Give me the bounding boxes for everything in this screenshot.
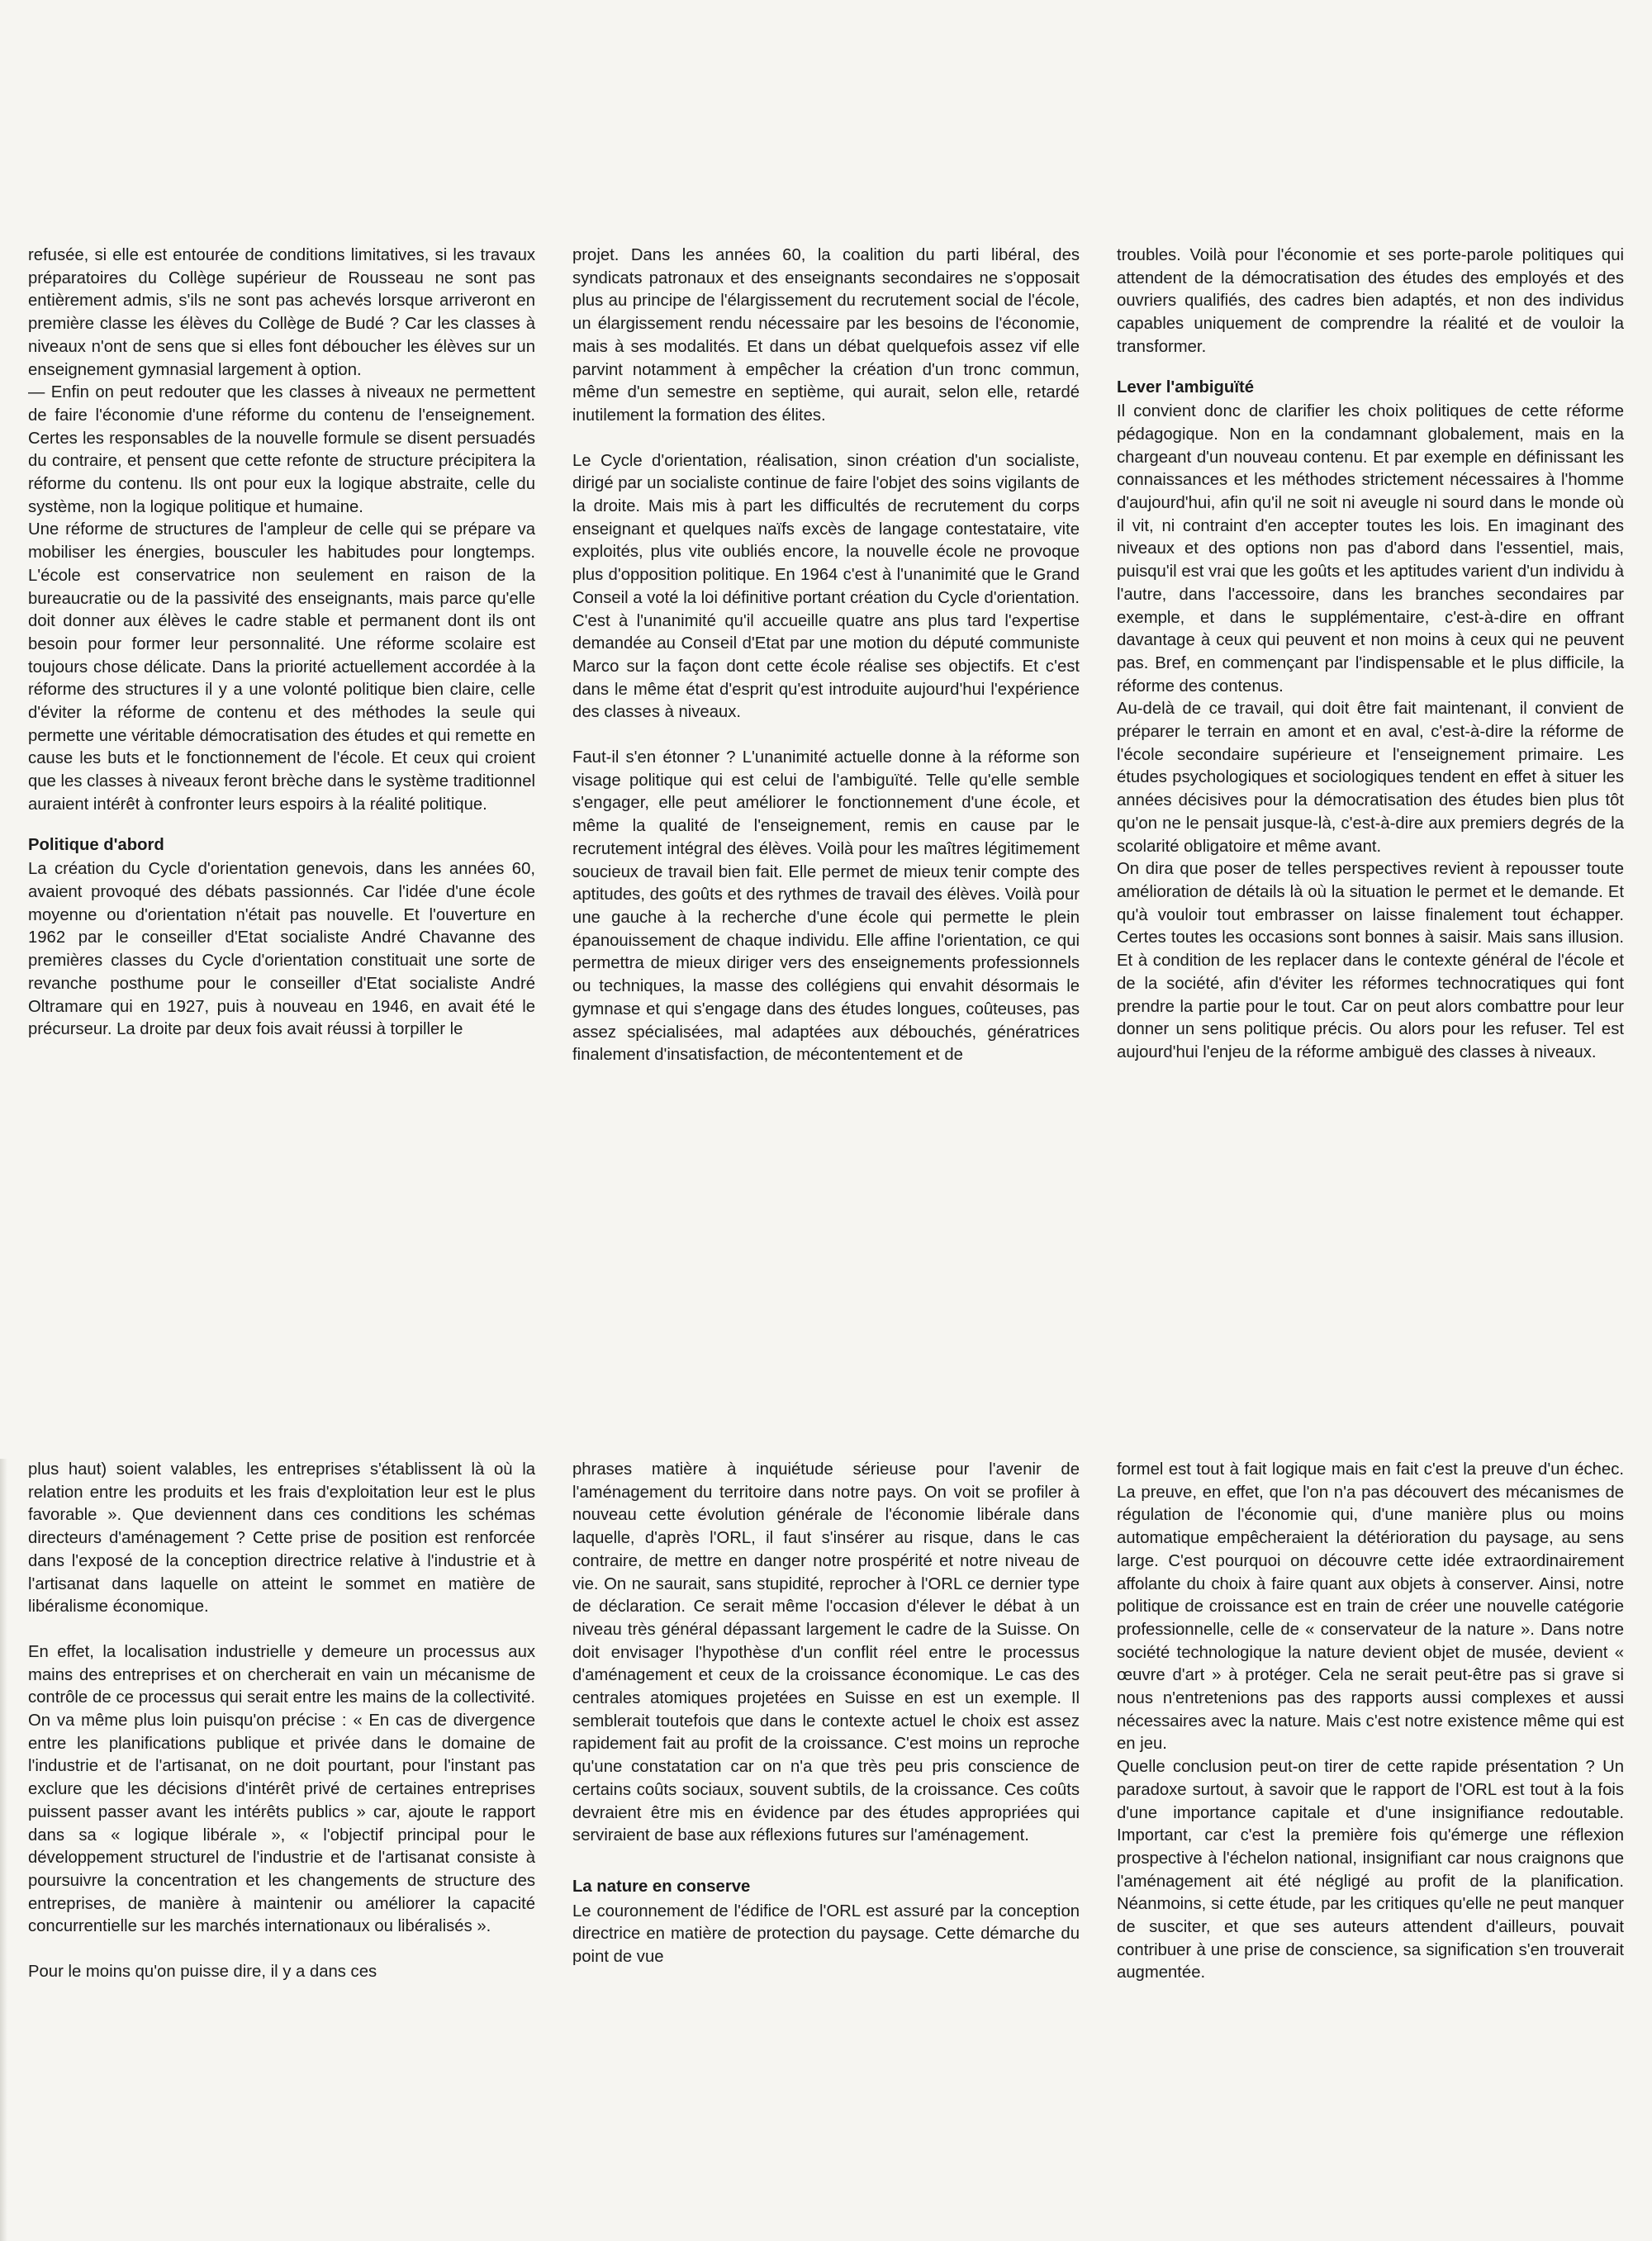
- top-article-block: [28, 245, 1624, 1067]
- paragraph: Au-delà de ce travail, qui doit être fait maintenant, il convient de préparer le terrain en amont et en aval, c'est-à-dire la réforme de l'école secondaire supérieure et l'enseignement primaire. Les études psychologiques et sociologiques tendent en effet à situer les années décisives pour la démocratisation des études bien plus tôt qu'on ne le pensait jusque-là, c'est-à-dire aux premiers degrés de la scolarité obligatoire et même avant.: [1117, 700, 1624, 856]
- bottom-column-3: [1117, 1459, 1624, 1985]
- paragraph: On dira que poser de telles perspectives revient à repousser toute amélioration de détails là où la situation le permet et le demande. Et qu'à vouloir tout embrasser on laisse finalement tout échapper. Certes toutes les occasions sont bonnes à saisir. Mais sans illusion. Et à condition de les replacer dans le contexte général de l'école et de la société, afin d'éviter les réformes technocratiques qui font prendre la partie pour le tout. Car on peut alors combattre pour leur donner un sens politique précis. Ou alors pour les refuser. Tel est aujourd'hui l'enjeu de la réforme ambiguë des classes à niveaux.: [1117, 860, 1624, 1061]
- paragraph: La création du Cycle d'orientation genevois, dans les années 60, avaient provoqué des débats passionnés. Car l'idée d'une école moyenne ou d'orientation n'était pas nouvelle. Et l'ouverture en 1962 par le conseiller d'Etat socialiste André Chavanne des premières classes du Cycle d'orientation constituait une sorte de revanche posthume pour le conseiller d'Etat socialiste André Oltramare qui en 1927, puis à nouveau en 1946, en avait été le précurseur. La droite par deux fois avait réussi à torpiller le: [28, 860, 535, 1039]
- section-heading: La nature en conserve: [572, 1877, 751, 1896]
- bottom-column-2: [572, 1459, 1080, 1985]
- paragraph: troubles. Voilà pour l'économie et ses porte-parole politiques qui attendent de la démocratisation des études des employés et des ouvriers qualifiés, des cadres bien adaptés, et non des individus capables uniquement de comprendre la réalité et de vouloir la transformer.: [1117, 246, 1624, 356]
- section-heading: Politique d'abord: [28, 835, 164, 854]
- paragraph: phrases matière à inquiétude sérieuse pour l'avenir de l'aménagement du territoire dans notre pays. On voit se profiler à nouveau cette évolution générale de l'économie libérale dans laquelle, d'après l'ORL, il faut s'insérer au risque, dans le cas contraire, de mettre en danger notre prospérité et notre niveau de vie. On ne saurait, sans stupidité, reprocher à l'ORL ce dernier type de déclaration. Ce serait même l'occasion d'élever le débat à un niveau très général dépassant largement le cadre de la Suisse. On doit envisager l'hypothèse d'un conflit réel entre le processus d'aménagement et ceux de la croissance économique. Le cas des centrales atomiques projetées en Suisse en est un exemple. Il semblerait toutefois que dans le contexte actuel le choix est assez rapidement fait au profit de la croissance. C'est moins un reproche qu'une constatation car on n'a que très peu pris conscience de certains coûts sociaux, souvent subtils, de la croissance. Ces coûts devraient être mis en évidence par des études appropriées qui serviraient de base aux réflexions futures sur l'aménagement.: [572, 1460, 1080, 1845]
- bottom-column-1: [28, 1459, 535, 1985]
- paragraph: Quelle conclusion peut-on tirer de cette rapide présentation ? Un paradoxe surtout, à savoir que le rapport de l'ORL est tout à la fois d'une importance capitale et d'une insignifiance redoutable. Important, car c'est la première fois qu'émerge une réflexion prospective à l'échelon national, insignifiant car nous craignons que l'aménagement ait été négligé au profit de la planification. Néanmoins, si cette étude, par les critiques qu'elle ne peut manquer de susciter, et que ses auteurs attendent d'ailleurs, pouvait contribuer à une prise de conscience, sa signification s'en trouverait augmentée.: [1117, 1758, 1624, 1982]
- section-heading: Lever l'ambiguïté: [1117, 377, 1254, 396]
- top-column-1: [28, 245, 535, 1067]
- paragraph: En effet, la localisation industrielle y demeure un processus aux mains des entreprises et on chercherait en vain un mécanisme de contrôle de ce processus qui serait entre les mains de la collectivité. On va même plus loin puisqu'on précise : « En cas de divergence entre les planifications publique et privée dans le domaine de l'industrie et de l'artisanat, on ne doit pourtant, pour l'instant pas exclure que les décisions d'intérêt privé de certaines entreprises puissent passer avant les intérêts publics » car, ajoute le rapport dans sa « logique libérale », « l'objectif principal pour le développement structurel de l'industrie et de l'artisanat consiste à poursuivre la concentration et les changements de structure des entreprises, de manière à maintenir ou améliorer la capacité concurrentielle sur les marchés internationaux ou libéralisés ».: [28, 1642, 535, 1936]
- top-column-3: [1117, 245, 1624, 1067]
- paragraph: formel est tout à fait logique mais en fait c'est la preuve d'un échec. La preuve, en effet, que l'on n'a pas découvert des mécanismes de régulation de l'économie qui, d'une manière plus ou moins automatique empêcheraient la détérioration du paysage, au sens large. C'est pourquoi on découvre cette idée extraordinairement affolante du choix à faire quant aux objets à conserver. Ainsi, notre politique de croissance est en train de créer une nouvelle catégorie professionnelle, celle de « conservateur de la nature ». Dans notre société technologique la nature devient objet de musée, devient « œuvre d'art » à protéger. Cela ne serait peut-être pas si grave si nous n'entretenions pas des rapports aussi complexes et aussi nécessaires avec la nature. Mais c'est notre existence même qui est en jeu.: [1117, 1460, 1624, 1754]
- paragraph: Le couronnement de l'édifice de l'ORL est assuré par la conception directrice en matière de protection du paysage. Cette démarche du point de vue: [572, 1902, 1080, 1967]
- paragraph: Le Cycle d'orientation, réalisation, sinon création d'un socialiste, dirigé par un socialiste continue de faire l'objet des soins vigilants de la droite. Mais mis à part les difficultés de recrutement du corps enseignant et quelques naïfs excès de langage contestataire, vite exploités, plus vite oubliés encore, la nouvelle école ne provoque plus d'opposition politique. En 1964 c'est à l'unanimité que le Grand Conseil a voté la loi définitive portant création du Cycle d'orientation. C'est à l'unanimité qu'il accueille quatre ans plus tard l'expertise demandée au Conseil d'Etat par une motion du député communiste Marco sur la façon dont cette école réalise ses objectifs. Et c'est dans le même état d'esprit qu'est introduite aujourd'hui l'expérience des classes à niveaux.: [572, 451, 1080, 722]
- page-binding-shadow: [0, 1459, 7, 2241]
- bottom-article-block: [28, 1459, 1624, 1985]
- paragraph: plus haut) soient valables, les entreprises s'établissent là où la relation entre les produits et les frais d'exploitation leur est le plus favorable ». Que deviennent dans ces conditions les schémas directeurs d'aménagement ? Cette prise de position est renforcée dans l'exposé de la conception directrice relative à l'industrie et à l'artisanat dans laquelle on atteint le sommet en matière de libéralisme économique.: [28, 1460, 535, 1617]
- top-column-2: [572, 245, 1080, 1067]
- paragraph: Une réforme de structures de l'ampleur de celle qui se prépare va mobiliser les énergies, bousculer les habitudes pour longtemps. L'école est conservatrice non seulement en raison de la bureaucratie ou de la passivité des enseignants, mais parce qu'elle doit donner aux élèves le cadre stable et permanent dont ils ont besoin pour former leur personnalité. Une réforme scolaire est toujours chose délicate. Dans la priorité actuellement accordée à la réforme des structures il y a une volonté politique bien claire, celle d'éviter la réforme de contenu et des méthodes la seule qui permette une véritable démocratisation des études et qui remette en cause les buts et le fonctionnement de l'école. Et ceux qui croient que les classes à niveaux feront brèche dans le système traditionnel auraient intérêt à confronter leurs espoirs à la réalité politique.: [28, 520, 535, 814]
- paragraph: Pour le moins qu'on puisse dire, il y a dans ces: [28, 1963, 377, 1982]
- paragraph: projet. Dans les années 60, la coalition du parti libéral, des syndicats patronaux et des enseignants secondaires ne s'opposait plus au principe de l'élargissement du recrutement social de l'école, un élargissement rendu nécessaire par les besoins de l'économie, mais à ses modalités. Et dans un débat quelquefois assez vif elle parvint notamment à empêcher la création d'un tronc commun, même d'un semestre en septième, qui aurait, selon elle, retardé inutilement la formation des élites.: [572, 246, 1080, 425]
- paragraph: Il convient donc de clarifier les choix politiques de cette réforme pédagogique. Non en la condamnant globalement, mais en la chargeant d'un nouveau contenu. Et par exemple en définissant les connaissances et les méthodes strictement nécessaires à l'homme d'aujourd'hui, afin qu'il ne soit ni aveugle ni sourd dans le monde où il vit, ni contraint d'en accepter toutes les lois. En imaginant des niveaux et des options non pas d'abord dans l'essentiel, mais, puisqu'il est vrai que les goûts et les aptitudes varient d'un individu à l'autre, dans l'accessoire, dans les branches secondaires par exemple, et dans le supplémentaire, c'est-à-dire en offrant davantage à ceux qui peuvent et non moins à ceux qui ne peuvent pas. Bref, en commençant par l'indispensable et le plus difficile, la réforme des contenus.: [1117, 402, 1624, 696]
- paragraph: Faut-il s'en étonner ? L'unanimité actuelle donne à la réforme son visage politique qui est celui de l'ambiguïté. Telle qu'elle semble s'engager, elle peut améliorer le fonctionnement d'une école, et même la qualité de l'enseignement, remis en cause par le recrutement intégral des élèves. Voilà pour les maîtres légitimement soucieux de travail bien fait. Elle permet de mieux tenir compte des aptitudes, des goûts et des rythmes de travail des élèves. Voilà pour une gauche à la recherche d'une école qui permette le plein épanouissement de chaque individu. Elle affine l'orientation, ce qui permettra de mieux diriger vers des enseignements professionnels ou techniques, la masse des collégiens qui envahit désormais le gymnase et qui s'engage dans des études longues, coûteuses, pas assez spécialisées, mal adaptées aux débouchés, génératrices finalement d'insatisfaction, de mécontentement et de: [572, 748, 1080, 1065]
- paragraph: — Enfin on peut redouter que les classes à niveaux ne permettent de faire l'économie d'une réforme du contenu de l'enseignement. Certes les responsables de la nouvelle formule se disent persuadés du contraire, et pensent que cette refonte de structure précipitera la réforme du contenu. Ils ont pour eux la logique abstraite, celle du système, non la logique politique et humaine.: [28, 383, 535, 516]
- paragraph: refusée, si elle est entourée de conditions limitatives, si les travaux préparatoires du Collège supérieur de Rousseau ne sont pas entièrement admis, s'ils ne sont pas achevés lorsque arriveront en première classe les élèves du Collège de Budé ? Car les classes à niveaux n'ont de sens que si elles font déboucher les élèves sur un enseignement gymnasial largement à option.: [28, 246, 535, 379]
